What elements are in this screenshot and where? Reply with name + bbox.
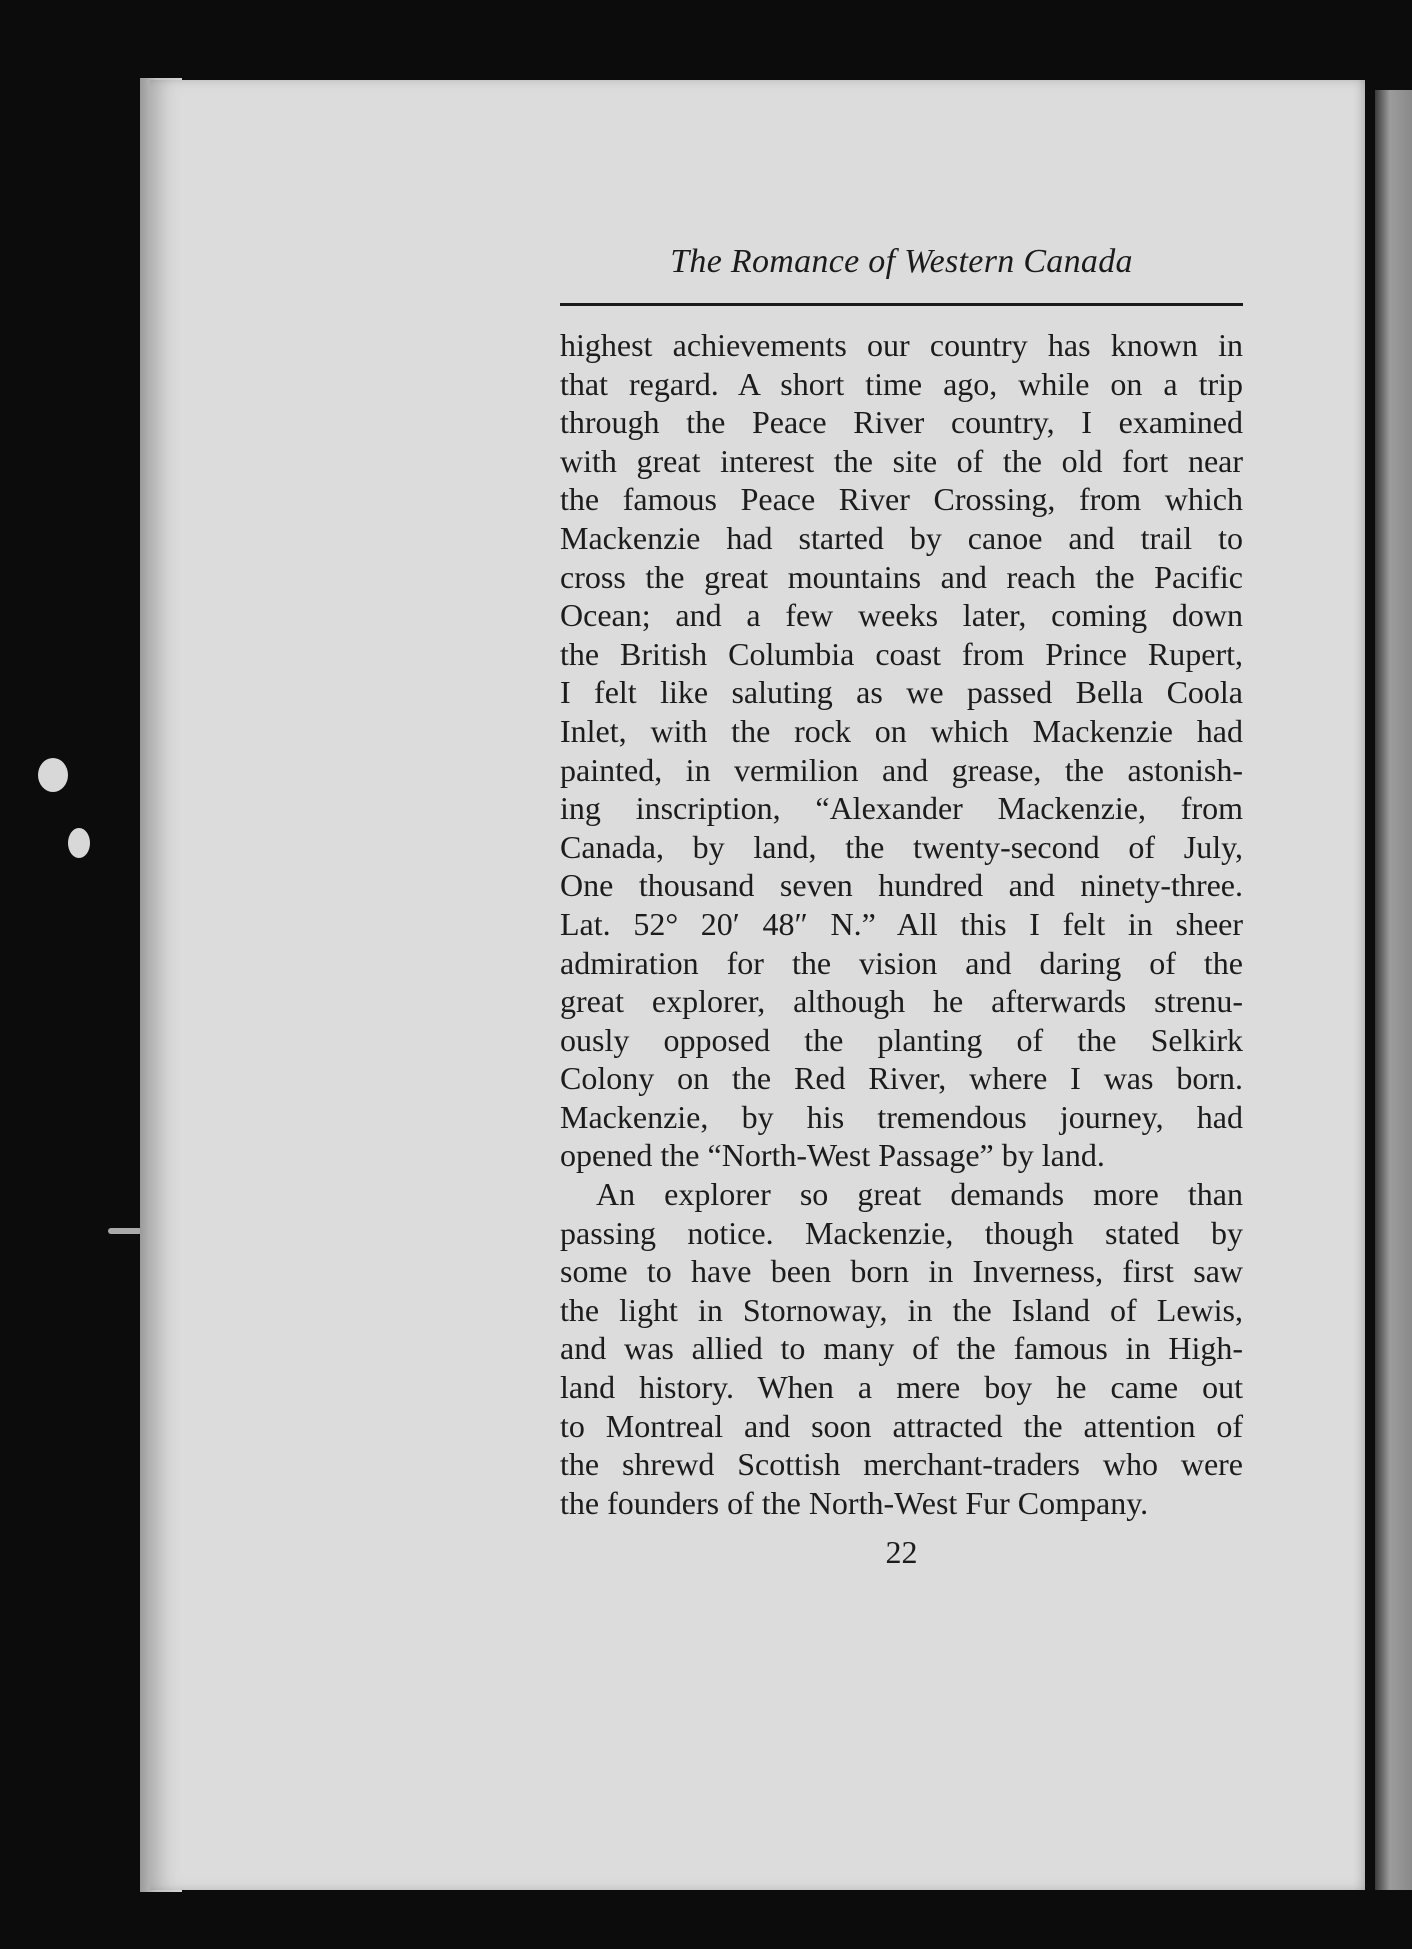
text-line: An explorer so great demands more than <box>596 1176 1243 1213</box>
text-line: the British Columbia coast from Prince Rupert, <box>560 635 1243 672</box>
text-line: admiration for the vision and daring of the <box>560 944 1243 981</box>
text-line: that regard. A short time ago, while on a trip <box>560 365 1243 402</box>
running-head-title: The Romance of Western Canada <box>670 243 1133 280</box>
text-line: great explorer, although he afterwards strenu- <box>560 983 1243 1020</box>
text-line: the shrewd Scottish merchant-traders who were <box>560 1446 1243 1483</box>
text-line: the light in Stornoway, in the Island of Lewis, <box>560 1291 1243 1328</box>
text-line: Canada, by land, the twenty-second of July, <box>560 828 1243 865</box>
text-line: Mackenzie had started by canoe and trail to <box>560 519 1243 556</box>
body-text <box>560 326 1243 1522</box>
text-line: Inlet, with the rock on which Mackenzie had <box>560 712 1243 749</box>
text-line: to Montreal and soon attracted the attention of <box>560 1407 1243 1444</box>
margin-speck <box>68 828 90 858</box>
text-line: painted, in vermilion and grease, the astonish- <box>560 751 1243 788</box>
text-line: Ocean; and a few weeks later, coming down <box>560 597 1243 634</box>
text-line: Colony on the Red River, where I was born. <box>560 1060 1243 1097</box>
running-head <box>560 243 1243 306</box>
paragraph <box>560 326 1243 1175</box>
margin-speck <box>108 1228 142 1234</box>
margin-speck <box>38 758 68 792</box>
text-line: and was allied to many of the famous in High- <box>560 1330 1243 1367</box>
text-line: highest achievements our country has known in <box>560 327 1243 363</box>
text-line: with great interest the site of the old fort near <box>560 442 1243 479</box>
text-line: land history. When a mere boy he came out <box>560 1369 1243 1406</box>
text-line: Mackenzie, by his tremendous journey, had <box>560 1098 1243 1135</box>
paragraph <box>560 1175 1243 1522</box>
text-line: the famous Peace River Crossing, from which <box>560 481 1243 518</box>
text-line: ing inscription, “Alexander Mackenzie, from <box>560 790 1243 827</box>
text-line: through the Peace River country, I examined <box>560 404 1243 441</box>
text-line: cross the great mountains and reach the Pacific <box>560 558 1243 595</box>
text-line: the founders of the North-West Fur Company. <box>560 1484 1149 1521</box>
facing-page-edge <box>1375 90 1412 1890</box>
text-line: some to have been born in Inverness, first saw <box>560 1253 1243 1290</box>
page-number: 22 <box>885 1534 918 1570</box>
text-line: passing notice. Mackenzie, though stated by <box>560 1214 1243 1251</box>
text-line: Lat. 52° 20′ 48″ N.” All this I felt in sheer <box>560 905 1243 942</box>
text-line: ously opposed the planting of the Selkirk <box>560 1021 1243 1058</box>
text-line: One thousand seven hundred and ninety-three. <box>560 867 1243 904</box>
text-line: I felt like saluting as we passed Bella Coola <box>560 674 1243 711</box>
text-line: opened the “North-West Passage” by land. <box>560 1137 1105 1174</box>
